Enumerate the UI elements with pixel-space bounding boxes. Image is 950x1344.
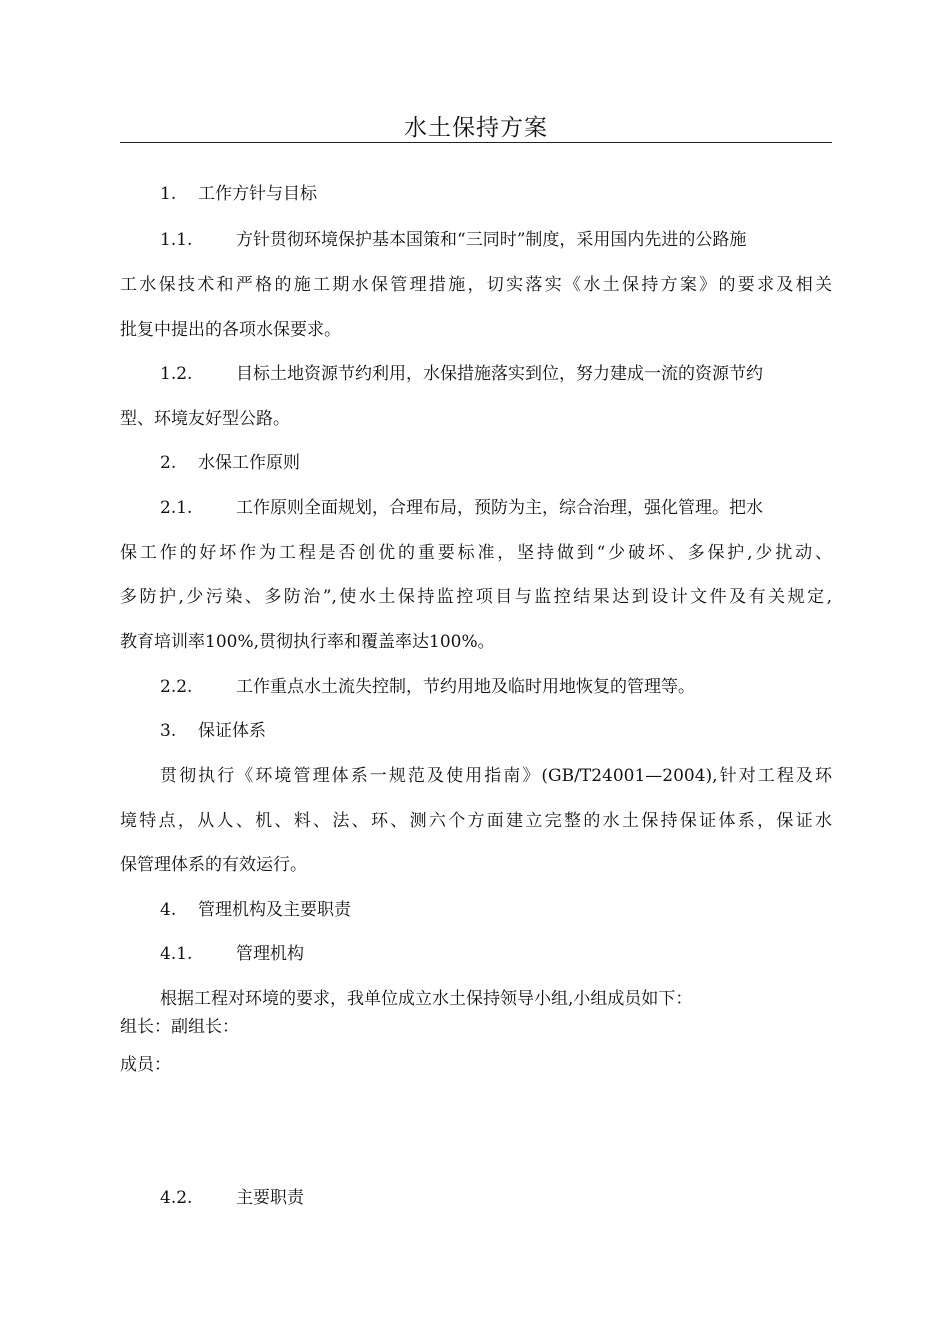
section-number: 1.2. xyxy=(160,364,193,384)
paragraph-1-1-line-2: 工水保技术和严格的施工期水保管理措施，切实落实《水土保持方案》的要求及相关 xyxy=(120,275,832,295)
paragraph-text: 方针贯彻环境保护基本国策和“三同时”制度，采用国内先进的公路施 xyxy=(236,230,747,250)
section-number: 4. xyxy=(160,900,177,920)
section-number: 1.1. xyxy=(160,230,193,250)
title-underline xyxy=(120,142,832,143)
section-2-heading xyxy=(160,451,300,475)
paragraph-3-line-3: 保管理体系的有效运行。 xyxy=(120,855,307,875)
paragraph-text: 目标土地资源节约利用，水保措施落实到位，努力建成一流的资源节约 xyxy=(236,364,763,384)
section-number: 2.2. xyxy=(160,677,193,697)
paragraph-1-1-line-1 xyxy=(160,228,746,252)
paragraph-1-2-line-2: 型、环境友好型公路。 xyxy=(120,409,290,429)
paragraph-2-2-line-1 xyxy=(160,675,695,699)
paragraph-1-1-line-3: 批复中提出的各项水保要求。 xyxy=(120,320,341,340)
paragraph-2-1-line-1 xyxy=(160,496,763,520)
section-number: 2. xyxy=(160,453,177,473)
section-heading-text: 水保工作原则 xyxy=(198,453,300,473)
paragraph-4-1-line-1: 根据工程对环境的要求，我单位成立水土保持领导小组,小组成员如下： xyxy=(160,989,693,1009)
paragraph-text: 工作原则全面规划，合理布局，预防为主，综合治理，强化管理。把水 xyxy=(236,498,763,518)
section-number: 2.1. xyxy=(160,498,193,518)
paragraph-2-1-line-2: 保工作的好坏作为工程是否创优的重要标准，坚持做到“少破坏、多保护,少扰动、 xyxy=(120,543,832,563)
paragraph-1-2-line-1 xyxy=(160,362,763,386)
section-number: 4.1. xyxy=(160,944,193,964)
section-number: 3. xyxy=(160,721,177,741)
paragraph-3-line-1: 贯彻执行《环境管理体系一规范及使用指南》(GB/T24001—2004),针对工程及环 xyxy=(160,766,832,786)
section-heading-text: 管理机构及主要职责 xyxy=(198,900,351,920)
paragraph-text: 工作重点水土流失控制，节约用地及临时用地恢复的管理等。 xyxy=(236,677,695,697)
paragraph-2-1-line-3: 多防护,少污染、多防治”,使水土保持监控项目与监控结果达到设计文件及有关规定, xyxy=(120,587,832,607)
section-4-1-heading xyxy=(160,942,304,966)
section-3-heading xyxy=(160,719,266,743)
section-heading-text: 工作方针与目标 xyxy=(198,184,317,204)
paragraph-3-line-2: 境特点，从人、机、料、法、环、测六个方面建立完整的水土保持保证体系，保证水 xyxy=(120,811,832,831)
section-1-heading xyxy=(160,182,317,206)
paragraph-2-1-line-4: 教育培训率100%,贯彻执行率和覆盖率达100%。 xyxy=(120,632,495,652)
members-line: 成员： xyxy=(120,1055,171,1075)
section-heading-text: 管理机构 xyxy=(236,944,304,964)
section-number: 4.2. xyxy=(160,1188,193,1208)
section-4-2-heading xyxy=(160,1186,304,1210)
section-4-heading xyxy=(160,898,351,922)
section-heading-text: 保证体系 xyxy=(198,721,266,741)
section-number: 1. xyxy=(160,184,177,204)
document-title: 水土保持方案 xyxy=(404,115,548,141)
leader-line: 组长：副组长： xyxy=(120,1017,239,1037)
section-heading-text: 主要职责 xyxy=(236,1188,304,1208)
